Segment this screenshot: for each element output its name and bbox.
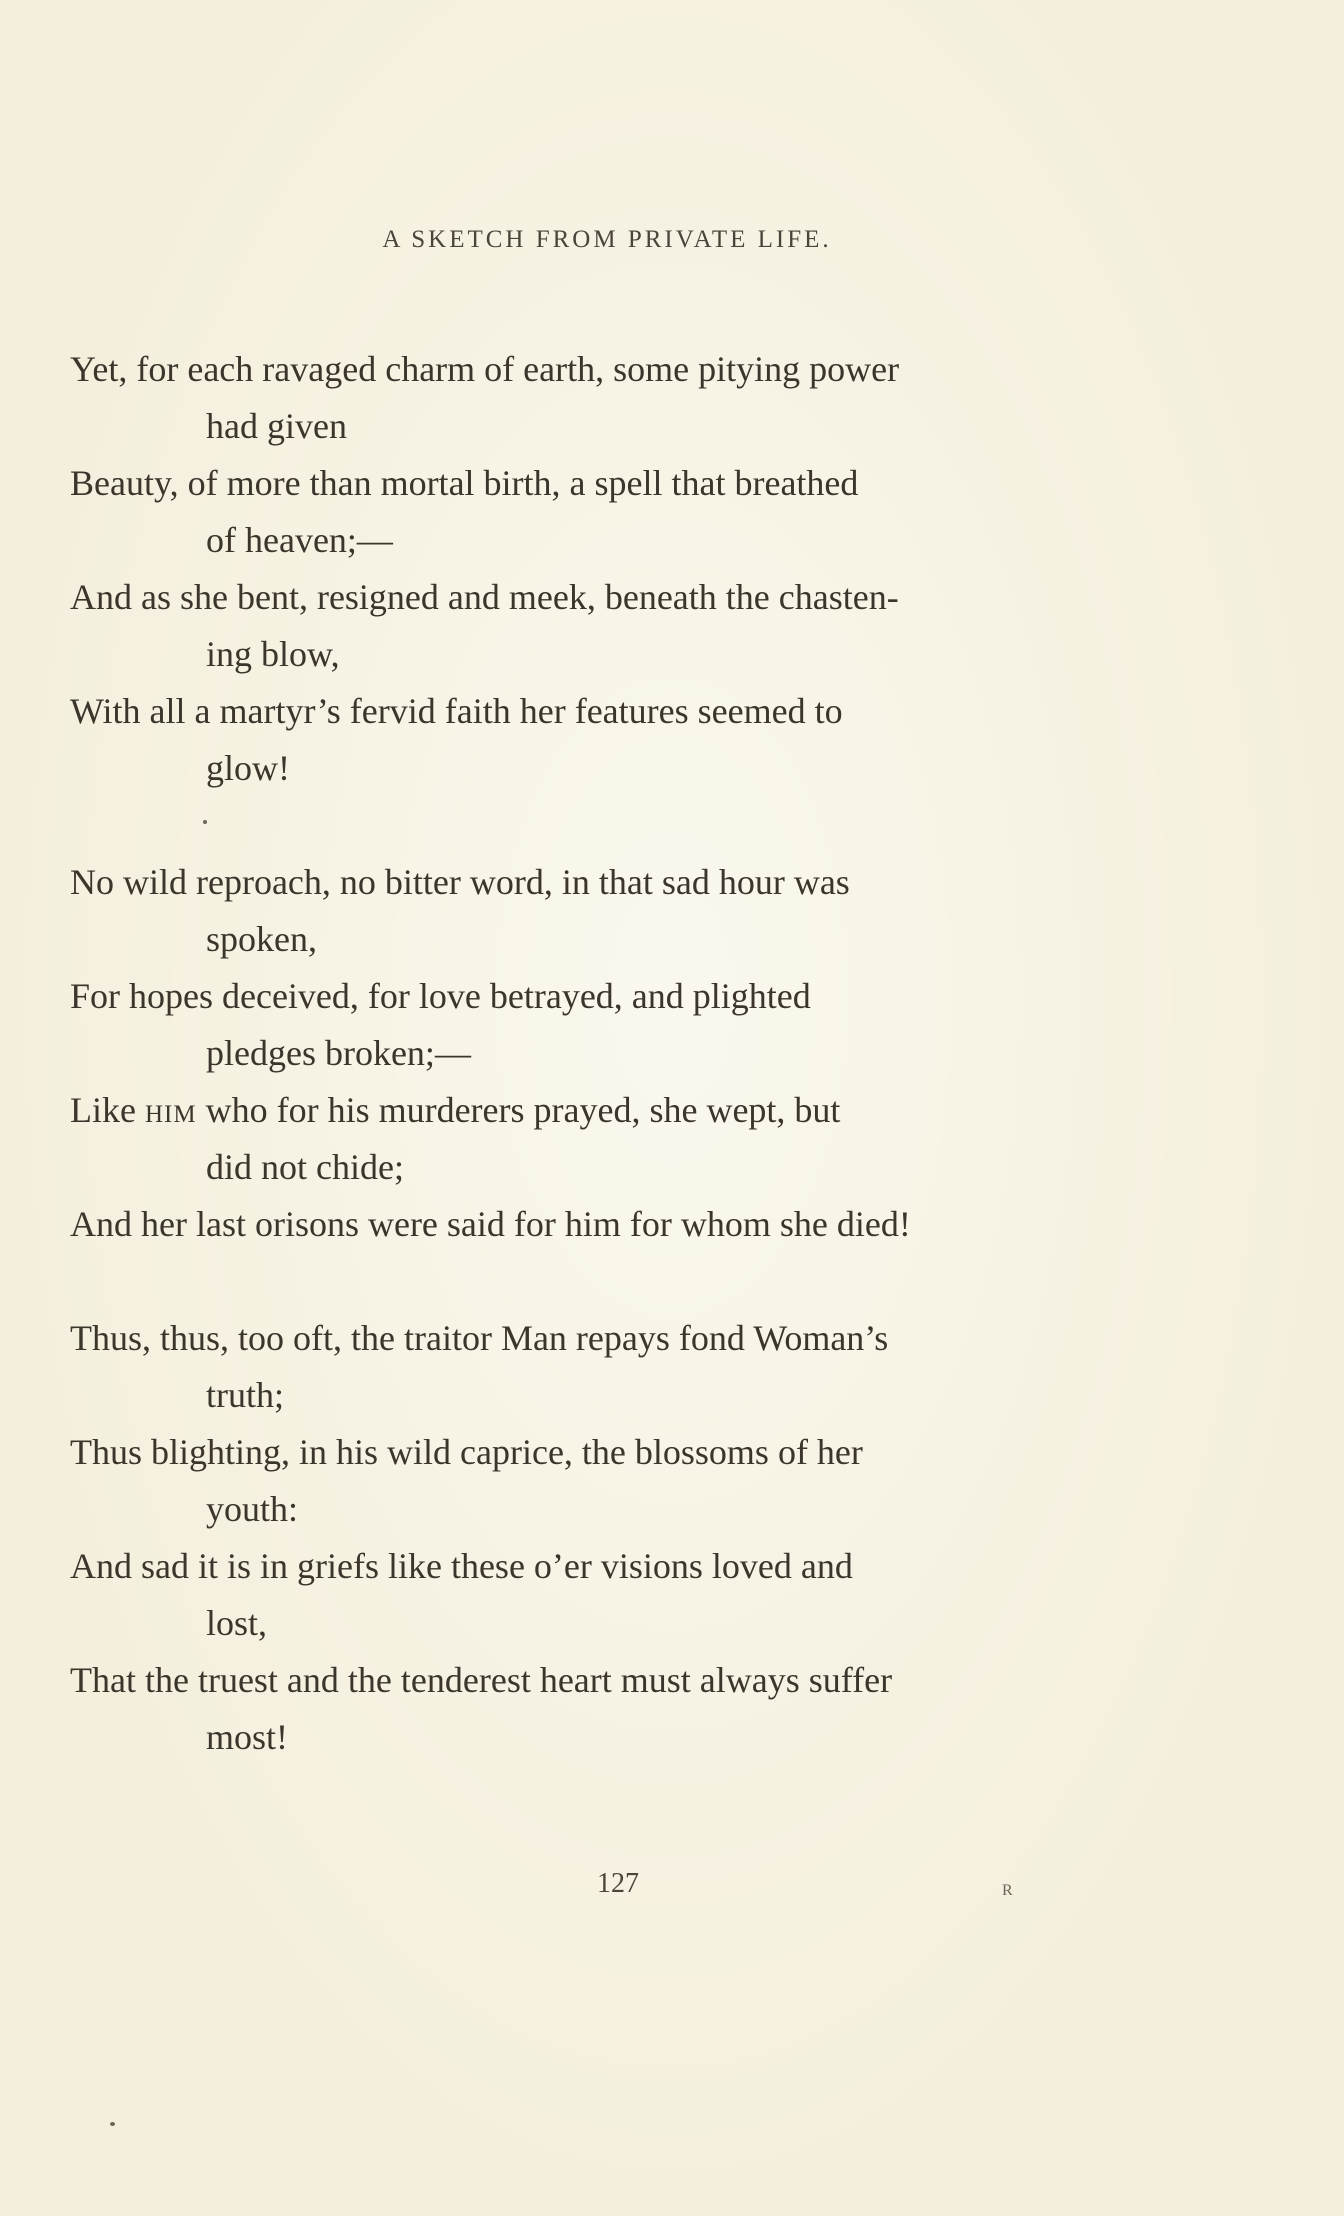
stanza-2 [70,854,1170,1253]
poem-line: And as she bent, resigned and meek, beneath the chasten- [70,577,899,617]
poem-line: No wild reproach, no bitter word, in that sad hour was [70,862,850,902]
poem [70,341,1170,1823]
poem-line-continuation: truth; [206,1375,284,1415]
running-head: A SKETCH FROM PRIVATE LIFE. [382,226,832,253]
poem-line: With all a martyr’s fervid faith her features seemed to [70,691,843,731]
poem-line: Thus blighting, in his wild caprice, the blossoms of her [70,1432,863,1472]
small-caps-word: him [144,1090,197,1130]
poem-line-continuation: most! [206,1717,289,1757]
stanza-1 [70,341,1170,797]
line-suffix: who for his murderers prayed, she wept, but [196,1090,841,1130]
stanza-3 [70,1310,1170,1766]
poem-line-continuation: glow! [206,748,290,788]
ink-speck [203,820,207,824]
page-number: 127 [597,1868,639,1899]
poem-line: Yet, for each ravaged charm of earth, some pitying power [70,349,900,389]
poem-line: Thus, thus, too oft, the traitor Man repays fond Woman’s [70,1318,889,1358]
poem-line-continuation: of heaven;— [206,520,393,560]
poem-line-continuation: spoken, [206,919,317,959]
poem-line-continuation: ing blow, [206,634,340,674]
poem-line-continuation: had given [206,406,347,446]
line-prefix: Like [70,1090,145,1130]
poem-line-continuation: lost, [206,1603,268,1643]
poem-line [70,1082,1170,1139]
poem-line: And sad it is in griefs like these o’er visions loved and [70,1546,853,1586]
ink-speck [110,2122,115,2126]
poem-line-continuation: did not chide; [206,1147,404,1187]
poem-line-continuation: youth: [206,1489,299,1529]
poem-line-continuation: pledges broken;— [206,1033,471,1073]
poem-line: That the truest and the tenderest heart must always suffer [70,1660,893,1700]
poem-line: For hopes deceived, for love betrayed, and plighted [70,976,811,1016]
poem-line: Beauty, of more than mortal birth, a spell that breathed [70,463,859,503]
poem-line: And her last orisons were said for him for whom she died! [70,1204,911,1244]
signature-mark: R [1002,1882,1013,1899]
